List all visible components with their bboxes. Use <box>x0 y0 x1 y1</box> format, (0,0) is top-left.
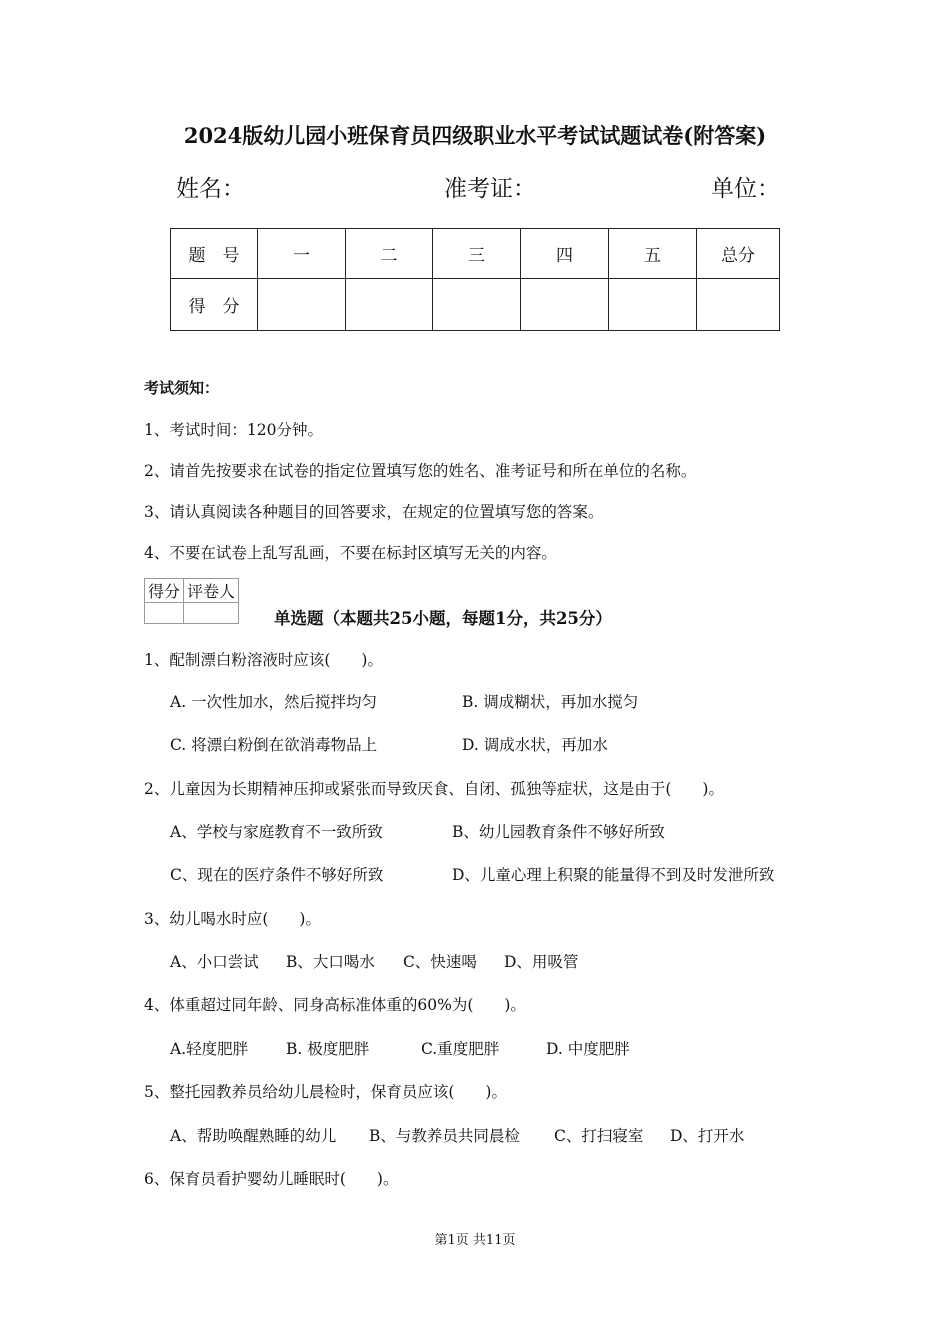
option-b: B. 调成糊状，再加水搅匀 <box>462 693 639 711</box>
score-cell[interactable] <box>258 279 346 331</box>
option-c: C、快速喝 <box>403 953 477 971</box>
question-5: 5、整托园教养员给幼儿晨检时，保育员应该( )。 <box>144 1083 507 1101</box>
section-title: 单选题（本题共25小题，每题1分，共25分） <box>274 609 612 628</box>
score-header-cell: 三 <box>433 229 521 279</box>
option-d: D、儿童心理上积聚的能量得不到及时发泄所致 <box>452 866 775 884</box>
score-header-cell: 二 <box>346 229 433 279</box>
option-a: A. 一次性加水，然后搅拌均匀 <box>170 693 378 711</box>
score-header-cell: 四 <box>521 229 609 279</box>
score-header-cell: 五 <box>609 229 697 279</box>
score-cell[interactable] <box>521 279 609 331</box>
option-b: B、与教养员共同晨检 <box>369 1127 520 1145</box>
notice-item: 2、请首先按要求在试卷的指定位置填写您的姓名、准考证号和所在单位的名称。 <box>144 462 697 480</box>
option-a: A、学校与家庭教育不一致所致 <box>170 823 383 841</box>
score-table-header-row <box>171 229 780 279</box>
page-title: 2024版幼儿园小班保育员四级职业水平考试试题试卷(附答案) <box>183 123 767 148</box>
question-6: 6、保育员看护婴幼儿睡眠时( )。 <box>144 1170 399 1188</box>
option-a: A、帮助唤醒熟睡的幼儿 <box>170 1127 337 1145</box>
option-d: D、用吸管 <box>504 953 579 971</box>
option-b: B、幼儿园教育条件不够好所致 <box>452 823 665 841</box>
notice-heading: 考试须知： <box>144 379 220 397</box>
score-header-cell: 总分 <box>697 229 780 279</box>
name-label: 姓名： <box>176 176 245 202</box>
question-4: 4、体重超过同年龄、同身高标准体重的60%为( )。 <box>144 996 526 1014</box>
grader-name-label: 评卷人 <box>184 579 239 603</box>
notice-item: 1、考试时间：120分钟。 <box>144 421 323 439</box>
option-b: B. 极度肥胖 <box>286 1040 370 1058</box>
option-c: C、现在的医疗条件不够好所致 <box>170 866 384 884</box>
score-cell[interactable] <box>609 279 697 331</box>
score-header-cell: 一 <box>258 229 346 279</box>
option-d: D、打开水 <box>670 1127 745 1145</box>
notice-item: 4、不要在试卷上乱写乱画，不要在标封区填写无关的内容。 <box>144 544 557 562</box>
score-table-score-row <box>171 279 780 331</box>
score-table <box>170 228 780 331</box>
option-b: B、大口喝水 <box>286 953 375 971</box>
question-1: 1、配制漂白粉溶液时应该( )。 <box>144 651 383 669</box>
exam-id-label: 准考证： <box>444 176 536 202</box>
option-a: A、小口尝试 <box>170 953 259 971</box>
option-c: C.重度肥胖 <box>421 1040 500 1058</box>
notice-item: 3、请认真阅读各种题目的回答要求，在规定的位置填写您的答案。 <box>144 503 604 521</box>
option-a: A.轻度肥胖 <box>170 1040 249 1058</box>
option-d: D. 中度肥胖 <box>546 1040 630 1058</box>
question-3: 3、幼儿喝水时应( )。 <box>144 910 321 928</box>
grader-score-label: 得分 <box>145 579 184 603</box>
grader-box <box>144 578 239 624</box>
grader-score-cell[interactable] <box>145 603 184 624</box>
score-row-label: 得 分 <box>171 279 258 331</box>
option-d: D. 调成水状，再加水 <box>462 736 608 754</box>
score-cell[interactable] <box>697 279 780 331</box>
question-2: 2、儿童因为长期精神压抑或紧张而导致厌食、自闭、孤独等症状，这是由于( )。 <box>144 780 724 798</box>
page-footer: 第1页 共11页 <box>434 1233 516 1248</box>
score-cell[interactable] <box>346 279 433 331</box>
unit-label: 单位： <box>711 176 780 202</box>
option-c: C. 将漂白粉倒在欲消毒物品上 <box>170 736 378 754</box>
grader-name-cell[interactable] <box>184 603 239 624</box>
option-c: C、打扫寝室 <box>554 1127 644 1145</box>
score-cell[interactable] <box>433 279 521 331</box>
score-header-cell: 题 号 <box>171 229 258 279</box>
